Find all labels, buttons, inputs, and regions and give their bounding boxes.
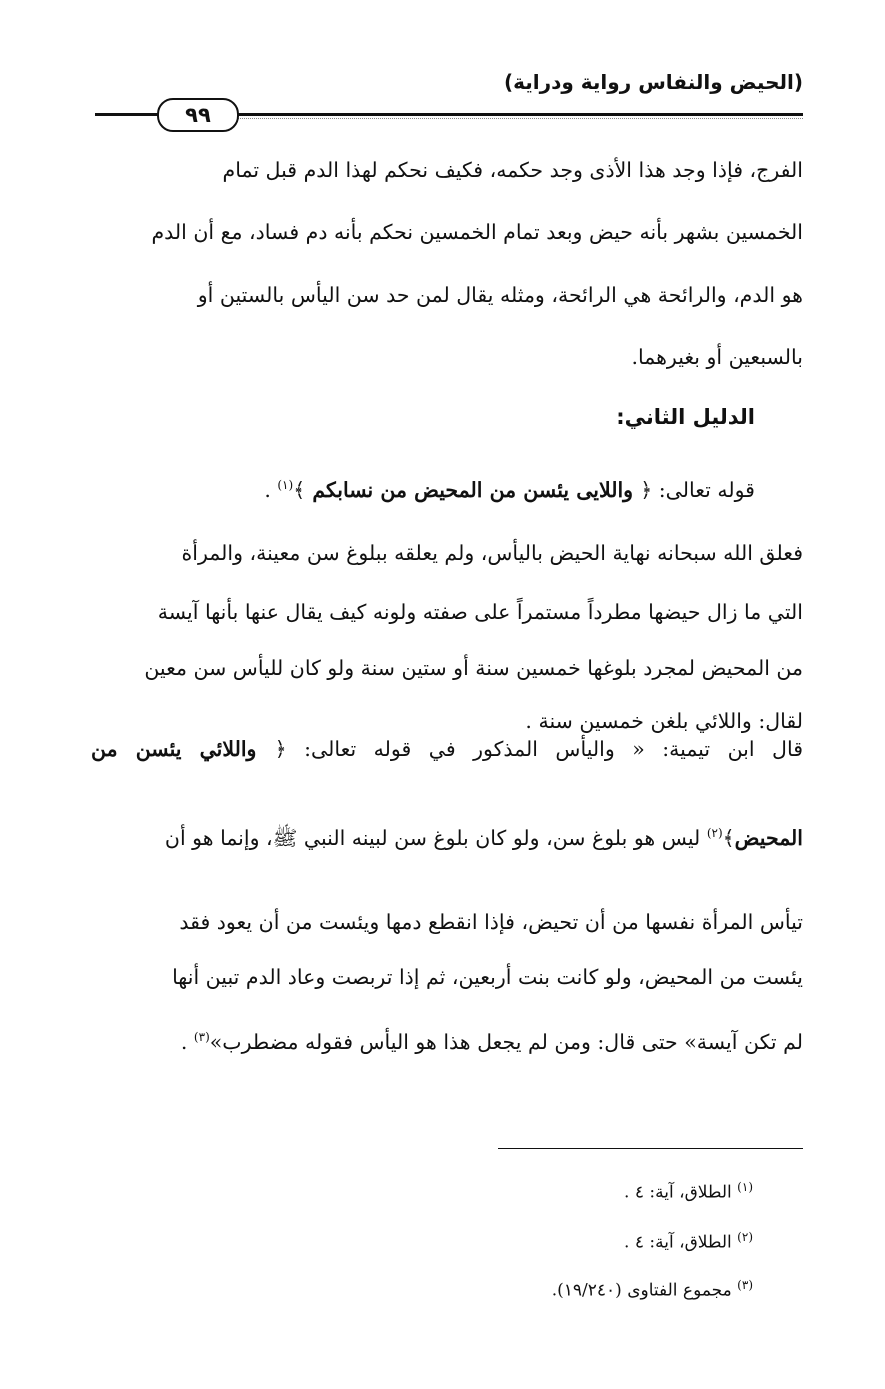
quran-verse: المحيض [734, 826, 803, 850]
footnote-marker: (٣) [737, 1278, 753, 1292]
text-line: الفرج، فإذا وجد هذا الأذى وجد حكمه، فكيف نحكم لهذا الدم قبل تمام [222, 158, 803, 182]
footnote [552, 1278, 753, 1301]
text-line: فعلق الله سبحانه نهاية الحيض باليأس، ولم يعلقه ببلوغ سن معينة، والمرأة [181, 541, 803, 565]
footnote-ref: (٢) [706, 826, 723, 841]
footnote-text: مجموع الفتاوى (١٩/٢٤٠). [551, 1280, 738, 1301]
text-line: بالسبعين أو بغيرهما. [631, 345, 803, 369]
header-ornament [235, 118, 803, 121]
quran-verse: واللايى يئسن من المحيض من نسابكم [305, 478, 641, 502]
footnote-marker: (٢) [737, 1230, 753, 1244]
page-number: ٩٩ [157, 98, 239, 132]
text-line: الخمسين بشهر بأنه حيض وبعد تمام الخمسين نحكم بأنه دم فساد، مع أن الدم [151, 220, 803, 244]
quote-bracket: ﴾ [722, 826, 735, 850]
text-span: قال ابن تيمية: « واليأس المذكور في قوله تعالى: ﴿ [274, 737, 804, 761]
footnote-ref: (٣) [193, 1030, 210, 1045]
text-span: لم تكن آيسة» حتى قال: ومن لم يجعل هذا هو اليأس فقوله مضطرب» [209, 1030, 803, 1054]
quote-bracket: ﴾ [293, 478, 306, 502]
footnote-text: الطلاق، آية: ٤ . [624, 1232, 738, 1253]
text-line: يئست من المحيض، ولو كانت بنت أربعين، ثم إذا تربصت وعاد الدم تبين أنها [172, 965, 803, 989]
footnote [624, 1180, 753, 1203]
footnote-rule [498, 1148, 803, 1149]
footnote-ref: (١) [277, 478, 294, 493]
text-line [91, 826, 803, 856]
quote-end: . [264, 478, 278, 502]
quote-line [264, 478, 755, 502]
text-line [181, 1030, 803, 1054]
text-line: التي ما زال حيضها مطرداً مستمراً على صفته ولونه كيف يقال عنها بأنها آيسة [157, 600, 803, 624]
footnote-text: الطلاق، آية: ٤ . [624, 1182, 738, 1203]
footnote-marker: (١) [737, 1180, 753, 1194]
text-line: هو الدم، والرائحة هي الرائحة، ومثله يقال لمن حد سن اليأس بالستين أو [197, 283, 803, 307]
text-span: . [180, 1030, 194, 1054]
text-line: تيأس المرأة نفسها من أن تحيض، فإذا انقطع دمها ويئست من أن يعود فقد [179, 910, 803, 934]
text-span: ليس هو بلوغ سن، ولو كان بلوغ سن لبينه النبي ﷺ، وإنما هو أن [164, 826, 707, 850]
text-line [91, 737, 803, 761]
text-line: من المحيض لمجرد بلوغها خمسين سنة أو ستين سنة ولو كان لليأس سن معين [144, 656, 803, 680]
footnote [624, 1230, 753, 1253]
running-title: (الحيض والنفاس رواية ودراية) [503, 70, 803, 94]
section-heading: الدليل الثاني: [616, 405, 755, 429]
text-line: لقال: واللائي بلغن خمسين سنة . [525, 709, 803, 733]
quran-verse: واللائي يئسن من [91, 737, 275, 761]
quote-intro: قوله تعالى: ﴿ [640, 478, 755, 502]
